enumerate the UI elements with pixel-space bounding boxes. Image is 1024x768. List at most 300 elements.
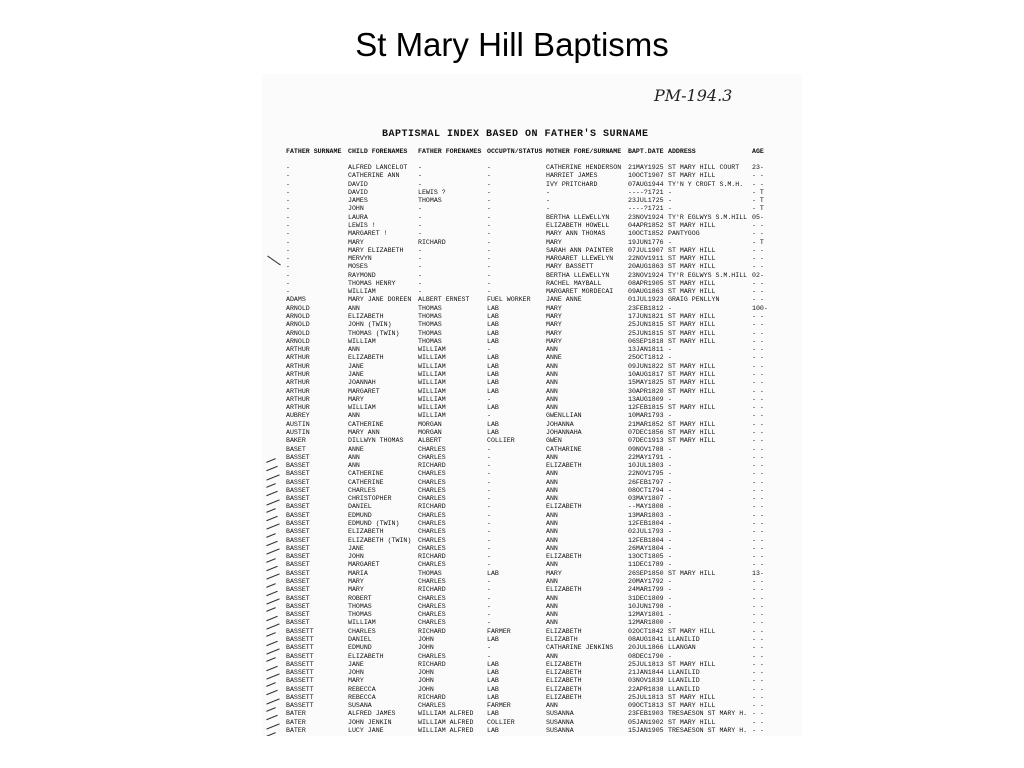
cell-age: - - bbox=[752, 652, 764, 660]
cell-address: - bbox=[668, 346, 672, 354]
cell-occupation: - bbox=[487, 288, 491, 296]
cell-age: - - bbox=[752, 412, 764, 420]
cell-mother: ELIZABETH bbox=[546, 677, 582, 685]
cell-occupation: LAB bbox=[487, 727, 499, 735]
cell-age: - - bbox=[752, 660, 764, 668]
cell-address: ST MARY HILL bbox=[668, 313, 716, 321]
cell-date: 13AUG1809 bbox=[628, 395, 664, 403]
cell-occupation: LAB bbox=[487, 677, 499, 685]
cell-address: ST MARY HILL COURT bbox=[668, 164, 740, 171]
cell-age: - - bbox=[752, 296, 764, 304]
cell-father: - bbox=[418, 255, 422, 263]
cell-age: - - bbox=[752, 354, 764, 362]
cell-child: JOHN (TWIN) bbox=[348, 321, 392, 329]
cell-age: - - bbox=[752, 379, 764, 387]
cell-date: 25JUN1815 bbox=[628, 321, 664, 329]
cell-child: ALFRED JAMES bbox=[348, 710, 396, 718]
cell-surname: ARTHUR bbox=[286, 387, 310, 395]
cell-date: 09OCT1813 bbox=[628, 702, 664, 710]
cell-mother: JANE ANNE bbox=[546, 296, 582, 304]
cell-age: - - bbox=[752, 619, 764, 627]
cell-mother: - bbox=[546, 188, 550, 196]
cell-mother: ELIZABETH bbox=[546, 503, 582, 511]
cell-child: EDMUND bbox=[348, 511, 372, 519]
cell-mother: ANN bbox=[546, 544, 558, 552]
cell-address: - bbox=[668, 619, 672, 627]
cell-mother: ELIZABETH bbox=[546, 462, 582, 470]
cell-address: ST MARY HILL bbox=[668, 329, 716, 337]
cell-age: - - bbox=[752, 437, 764, 445]
cell-mother: - bbox=[546, 197, 550, 205]
cell-father: - bbox=[418, 221, 422, 229]
cell-date: 08AUG1841 bbox=[628, 635, 664, 643]
cell-date: 08OCT1794 bbox=[628, 486, 664, 494]
cell-child: THOMAS HENRY bbox=[348, 279, 396, 287]
cell-surname: - bbox=[286, 271, 290, 279]
cell-mother: ANN bbox=[546, 470, 558, 478]
cell-mother: ANNE bbox=[546, 354, 562, 362]
cell-child: JANE bbox=[348, 544, 364, 552]
cell-occupation: - bbox=[487, 644, 491, 652]
cell-date: 13OCT1805 bbox=[628, 553, 664, 561]
header-father: FATHER FORENAMES bbox=[418, 148, 482, 155]
header-address: ADDRESS bbox=[668, 148, 696, 155]
cell-date: 10JUN1798 bbox=[628, 602, 664, 610]
cell-age: 02- bbox=[752, 271, 764, 279]
cell-age: - T bbox=[752, 188, 764, 196]
cell-father: CHARLES bbox=[418, 520, 446, 528]
cell-child: MARY bbox=[348, 395, 364, 403]
cell-occupation: LAB bbox=[487, 710, 499, 718]
cell-address: - bbox=[668, 453, 672, 461]
cell-address: ST MARY HILL bbox=[668, 337, 716, 345]
cell-date: 09NOV1788 bbox=[628, 445, 664, 453]
cell-father: THOMAS bbox=[418, 337, 442, 345]
cell-address: - bbox=[668, 544, 672, 552]
cell-child: DAVID bbox=[348, 180, 368, 188]
cell-surname: - bbox=[286, 279, 290, 287]
cell-occupation: - bbox=[487, 445, 491, 453]
cell-date: 20JUL1866 bbox=[628, 644, 664, 652]
cell-address: LLANILID bbox=[668, 635, 700, 643]
cell-age: - - bbox=[752, 246, 764, 254]
cell-date: 17JUN1821 bbox=[628, 313, 664, 321]
cell-mother: ANN bbox=[546, 536, 558, 544]
cell-date: 08DEC1790 bbox=[628, 652, 664, 660]
cell-surname: BASSETT bbox=[286, 652, 314, 660]
cell-occupation: LAB bbox=[487, 387, 499, 395]
cell-address: - bbox=[668, 197, 672, 205]
cell-age: - - bbox=[752, 486, 764, 494]
cell-surname: BASSET bbox=[286, 594, 310, 602]
cell-address: ST MARY HILL bbox=[668, 172, 716, 180]
cell-address: ST MARY HILL bbox=[668, 718, 716, 726]
cell-age: - - bbox=[752, 627, 764, 635]
cell-child: WILLIAM bbox=[348, 288, 376, 296]
cell-age: - - bbox=[752, 404, 764, 412]
tick-mark bbox=[266, 558, 276, 563]
cell-occupation: LAB bbox=[487, 313, 499, 321]
cell-mother: ELIZABETH bbox=[546, 669, 582, 677]
cell-mother: SUSANNA bbox=[546, 710, 574, 718]
cell-age: - - bbox=[752, 693, 764, 701]
cell-date: 19JUN1776 bbox=[628, 238, 664, 246]
cell-surname: AUSTIN bbox=[286, 420, 310, 428]
cell-child: DILLWYN THOMAS bbox=[348, 437, 404, 445]
cell-mother: RACHEL MAYBALL bbox=[546, 279, 602, 287]
cell-father: - bbox=[418, 271, 422, 279]
cell-age: - T bbox=[752, 238, 764, 246]
cell-child: JOHN bbox=[348, 669, 364, 677]
tick-mark bbox=[266, 723, 279, 729]
cell-occupation: - bbox=[487, 271, 491, 279]
cell-father: WILLIAM bbox=[418, 354, 446, 362]
tick-mark bbox=[266, 665, 278, 670]
cell-father: CHARLES bbox=[418, 611, 446, 619]
cell-surname: BASSET bbox=[286, 495, 310, 503]
cell-occupation: - bbox=[487, 180, 491, 188]
cell-date: 05JAN1902 bbox=[628, 718, 664, 726]
cell-surname: BASSETT bbox=[286, 660, 314, 668]
tick-mark bbox=[266, 474, 279, 480]
cell-surname: BASSETT bbox=[286, 702, 314, 710]
header-occupation: OCCUPTN/STATUS bbox=[487, 148, 543, 155]
cell-child: MARY ANN bbox=[348, 428, 380, 436]
cell-father: WILLIAM ALFRED bbox=[418, 710, 474, 718]
cell-occupation: LAB bbox=[487, 337, 499, 345]
cell-mother: ANN bbox=[546, 594, 558, 602]
cell-father: - bbox=[418, 263, 422, 271]
cell-occupation: LAB bbox=[487, 635, 499, 643]
cell-date: 10MAR1793 bbox=[628, 412, 664, 420]
cell-mother: ANN bbox=[546, 404, 558, 412]
cell-surname: ARNOLD bbox=[286, 321, 310, 329]
cell-child: JANE bbox=[348, 362, 364, 370]
cell-date: 12FEB1804 bbox=[628, 520, 664, 528]
cell-address: - bbox=[668, 478, 672, 486]
cell-surname: AUBREY bbox=[286, 412, 310, 420]
cell-mother: ANN bbox=[546, 387, 558, 395]
cell-mother: SARAH ANN PAINTER bbox=[546, 246, 614, 254]
cell-date: 12FEB1804 bbox=[628, 536, 664, 544]
cell-surname: - bbox=[286, 213, 290, 221]
cell-date: 12MAR1800 bbox=[628, 619, 664, 627]
cell-date: 13JAN1811 bbox=[628, 346, 664, 354]
cell-child: LAURA bbox=[348, 213, 368, 221]
cell-mother: ANN bbox=[546, 362, 558, 370]
cell-surname: - bbox=[286, 188, 290, 196]
cell-occupation: - bbox=[487, 263, 491, 271]
cell-mother: ANN bbox=[546, 511, 558, 519]
tick-mark bbox=[266, 483, 276, 488]
cell-child: ANN bbox=[348, 346, 360, 354]
header-mother: MOTHER FORE/SURNAME bbox=[546, 148, 622, 155]
cell-father: THOMAS bbox=[418, 321, 442, 329]
cell-age: - - bbox=[752, 602, 764, 610]
cell-occupation: LAB bbox=[487, 354, 499, 362]
cell-child: SUSANA bbox=[348, 702, 372, 710]
cell-occupation: - bbox=[487, 586, 491, 594]
cell-address: ST MARY HILL bbox=[668, 288, 716, 296]
cell-address: - bbox=[668, 354, 672, 362]
cell-address: - bbox=[668, 503, 672, 511]
cell-mother: BERTHA LLEWELLYN bbox=[546, 271, 610, 279]
cell-mother: JOHANNAHA bbox=[546, 428, 582, 436]
cell-address: ST MARY HILL bbox=[668, 428, 716, 436]
cell-surname: BASSET bbox=[286, 544, 310, 552]
cell-surname: ADAMS bbox=[286, 296, 306, 304]
cell-date: 08APR1905 bbox=[628, 279, 664, 287]
cell-mother: ANN bbox=[546, 619, 558, 627]
cell-age: - - bbox=[752, 528, 764, 536]
cell-surname: - bbox=[286, 230, 290, 238]
cell-child: ANNE bbox=[348, 445, 364, 453]
cell-occupation: LAB bbox=[487, 669, 499, 677]
cell-address: - bbox=[668, 495, 672, 503]
tick-mark bbox=[266, 673, 279, 679]
cell-date: ----?1721 bbox=[628, 188, 664, 196]
cell-father: THOMAS bbox=[418, 329, 442, 337]
cell-child: ROBERT bbox=[348, 594, 372, 602]
cell-child: CATHERINE bbox=[348, 470, 384, 478]
cell-date: 10OCT1852 bbox=[628, 230, 664, 238]
cell-mother: MARY ANN THOMAS bbox=[546, 230, 606, 238]
cell-mother: MARY bbox=[546, 304, 562, 312]
cell-child: REBECCA bbox=[348, 693, 376, 701]
tick-mark bbox=[266, 715, 278, 720]
cell-occupation: - bbox=[487, 536, 491, 544]
cell-date: 22MAY1791 bbox=[628, 453, 664, 461]
cell-occupation: LAB bbox=[487, 428, 499, 436]
cell-date: 26SEP1850 bbox=[628, 569, 664, 577]
cell-occupation: - bbox=[487, 470, 491, 478]
cell-father: CHARLES bbox=[418, 445, 446, 453]
cell-address: - bbox=[668, 238, 672, 246]
cell-surname: BATER bbox=[286, 727, 306, 735]
header-date: BAPT.DATE bbox=[628, 148, 664, 155]
cell-occupation: - bbox=[487, 230, 491, 238]
cell-mother: ANN bbox=[546, 611, 558, 619]
cell-father: CHARLES bbox=[418, 619, 446, 627]
cell-father: - bbox=[418, 279, 422, 287]
cell-child: JAMES bbox=[348, 197, 368, 205]
cell-age: - - bbox=[752, 221, 764, 229]
cell-child: LUCY JANE bbox=[348, 727, 384, 735]
cell-mother: CATHARINE JENKINS bbox=[546, 644, 614, 652]
cell-address: TRESAESON ST MARY H. bbox=[668, 710, 748, 718]
cell-age: - - bbox=[752, 702, 764, 710]
cell-child: MARY ELIZABETH bbox=[348, 246, 404, 254]
cell-child: MARY bbox=[348, 578, 364, 585]
cell-occupation: - bbox=[487, 520, 491, 528]
cell-surname: BASSET bbox=[286, 462, 310, 470]
cell-age: - - bbox=[752, 445, 764, 453]
cell-father: - bbox=[418, 205, 422, 213]
cell-date: 06SEP1818 bbox=[628, 337, 664, 345]
cell-occupation: LAB bbox=[487, 693, 499, 701]
cell-father: WILLIAM bbox=[418, 404, 446, 412]
cell-age: - - bbox=[752, 453, 764, 461]
cell-mother: ANN bbox=[546, 520, 558, 528]
cell-surname: BASSET bbox=[286, 553, 310, 561]
cell-age: - - bbox=[752, 371, 764, 378]
cell-mother: CATHARINE bbox=[546, 445, 582, 453]
cell-child: ELIZABETH bbox=[348, 652, 384, 660]
cell-age: - - bbox=[752, 553, 764, 561]
cell-address: - bbox=[668, 304, 672, 312]
cell-child: MARY bbox=[348, 677, 364, 685]
cell-father: CHARLES bbox=[418, 495, 446, 503]
cell-date: 20MAY1792 bbox=[628, 578, 664, 585]
cell-date: 31DEC1809 bbox=[628, 594, 664, 602]
cell-child: EDMUND bbox=[348, 644, 372, 652]
cell-occupation: LAB bbox=[487, 329, 499, 337]
document-title: BAPTISMAL INDEX BASED ON FATHER'S SURNAME bbox=[382, 129, 649, 140]
cell-mother: ANN bbox=[546, 371, 558, 378]
cell-surname: BATER bbox=[286, 710, 306, 718]
cell-occupation: LAB bbox=[487, 321, 499, 329]
cell-occupation: - bbox=[487, 188, 491, 196]
cell-father: CHARLES bbox=[418, 578, 446, 585]
cell-date: 26FEB1797 bbox=[628, 478, 664, 486]
cell-child: DANIEL bbox=[348, 635, 372, 643]
cell-mother: GWEN bbox=[546, 437, 562, 445]
cell-father: - bbox=[418, 288, 422, 296]
tick-mark bbox=[266, 541, 278, 546]
cell-occupation: - bbox=[487, 528, 491, 536]
cell-age: - - bbox=[752, 718, 764, 726]
cell-father: CHARLES bbox=[418, 528, 446, 536]
cell-address: TY'R EGLWYS S.M.HILL bbox=[668, 213, 748, 221]
cell-father: ALBERT ERNEST bbox=[418, 296, 470, 304]
cell-address: - bbox=[668, 602, 672, 610]
cell-surname: BASSET bbox=[286, 578, 310, 585]
cell-age: - T bbox=[752, 205, 764, 213]
cell-father: WILLIAM ALFRED bbox=[418, 727, 474, 735]
cell-surname: ARTHUR bbox=[286, 371, 310, 378]
cell-date: 07JUL1907 bbox=[628, 246, 664, 254]
cell-surname: ARTHUR bbox=[286, 362, 310, 370]
cell-address: TY'R EGLWYS S.M.HILL bbox=[668, 271, 748, 279]
cell-date: 12MAY1801 bbox=[628, 611, 664, 619]
cell-age: - - bbox=[752, 288, 764, 296]
cell-occupation: - bbox=[487, 553, 491, 561]
cell-father: JOHN bbox=[418, 685, 434, 693]
cell-address: - bbox=[668, 561, 672, 569]
cell-father: RICHARD bbox=[418, 238, 446, 246]
cell-child: DANIEL bbox=[348, 503, 372, 511]
cell-child: ALFRED LANCELOT bbox=[348, 164, 408, 171]
cell-father: CHARLES bbox=[418, 453, 446, 461]
cell-father: CHARLES bbox=[418, 702, 446, 710]
cell-father: WILLIAM bbox=[418, 371, 446, 378]
cell-surname: - bbox=[286, 255, 290, 263]
cell-date: 25JUL1813 bbox=[628, 660, 664, 668]
cell-address: - bbox=[668, 578, 672, 585]
cell-father: THOMAS bbox=[418, 313, 442, 321]
cell-surname: BASSETT bbox=[286, 685, 314, 693]
cell-father: JOHN bbox=[418, 669, 434, 677]
cell-address: ST MARY HILL bbox=[668, 569, 716, 577]
cell-surname: BASSET bbox=[286, 586, 310, 594]
cell-date: 23FEB1903 bbox=[628, 710, 664, 718]
cell-surname: BAKER bbox=[286, 437, 306, 445]
cell-occupation: - bbox=[487, 495, 491, 503]
cell-father: THOMAS bbox=[418, 569, 442, 577]
cell-occupation: - bbox=[487, 412, 491, 420]
cell-father: WILLIAM bbox=[418, 362, 446, 370]
cell-surname: ARTHUR bbox=[286, 354, 310, 362]
cell-occupation: LAB bbox=[487, 569, 499, 577]
cell-address: ST MARY HILL bbox=[668, 371, 716, 378]
cell-surname: BASSET bbox=[286, 511, 310, 519]
cell-address: GRAIG PENLLYN bbox=[668, 296, 720, 304]
cell-surname: BASSETT bbox=[286, 693, 314, 701]
cell-age: - - bbox=[752, 428, 764, 436]
cell-address: - bbox=[668, 445, 672, 453]
cell-occupation: - bbox=[487, 503, 491, 511]
cell-date: 30APR1820 bbox=[628, 387, 664, 395]
cell-age: - - bbox=[752, 561, 764, 569]
cell-date: 23NOV1924 bbox=[628, 213, 664, 221]
cell-age: - - bbox=[752, 172, 764, 180]
tick-mark bbox=[266, 508, 276, 513]
cell-address: PANTYGOG bbox=[668, 230, 700, 238]
cell-surname: BASSET bbox=[286, 520, 310, 528]
cell-child: CHARLES bbox=[348, 486, 376, 494]
cell-age: - - bbox=[752, 578, 764, 585]
cell-mother: ANN bbox=[546, 346, 558, 354]
cell-address: - bbox=[668, 536, 672, 544]
cell-mother: ANN bbox=[546, 453, 558, 461]
cell-mother: CATHERINE HENDERSON bbox=[546, 164, 622, 171]
cell-surname: - bbox=[286, 197, 290, 205]
cell-age: - - bbox=[752, 329, 764, 337]
cell-date: 09JUN1822 bbox=[628, 362, 664, 370]
tick-mark bbox=[266, 566, 278, 571]
cell-age: - - bbox=[752, 337, 764, 345]
cell-mother: ELIZABETH bbox=[546, 685, 582, 693]
cell-child: CATHERINE ANN bbox=[348, 172, 400, 180]
cell-mother: SUSANNA bbox=[546, 718, 574, 726]
cell-mother: ANN bbox=[546, 478, 558, 486]
cell-child: THOMAS bbox=[348, 611, 372, 619]
cell-mother: GWENLLIAN bbox=[546, 412, 582, 420]
cell-address: - bbox=[668, 205, 672, 213]
cell-child: JOHN JENKIN bbox=[348, 718, 392, 726]
cell-age: - - bbox=[752, 478, 764, 486]
cell-date: 22NOV1795 bbox=[628, 470, 664, 478]
cell-father: CHARLES bbox=[418, 544, 446, 552]
cell-address: ST MARY HILL bbox=[668, 693, 716, 701]
cell-father: WILLIAM bbox=[418, 412, 446, 420]
cell-child: ELIZABETH bbox=[348, 313, 384, 321]
cell-father: THOMAS bbox=[418, 304, 442, 312]
cell-father: CHARLES bbox=[418, 486, 446, 494]
cell-occupation: - bbox=[487, 221, 491, 229]
cell-address: ST MARY HILL bbox=[668, 321, 716, 329]
tick-mark bbox=[266, 574, 279, 580]
cell-age: 23- bbox=[752, 164, 764, 171]
cell-mother: ANN bbox=[546, 561, 558, 569]
cell-occupation: - bbox=[487, 486, 491, 494]
cell-address: ST MARY HILL bbox=[668, 627, 716, 635]
cell-surname: AUSTIN bbox=[286, 428, 310, 436]
cell-date: 09AUG1863 bbox=[628, 288, 664, 296]
cell-mother: BERTHA LLEWELLYN bbox=[546, 213, 610, 221]
cell-mother: ANN bbox=[546, 652, 558, 660]
cell-surname: BASSET bbox=[286, 602, 310, 610]
